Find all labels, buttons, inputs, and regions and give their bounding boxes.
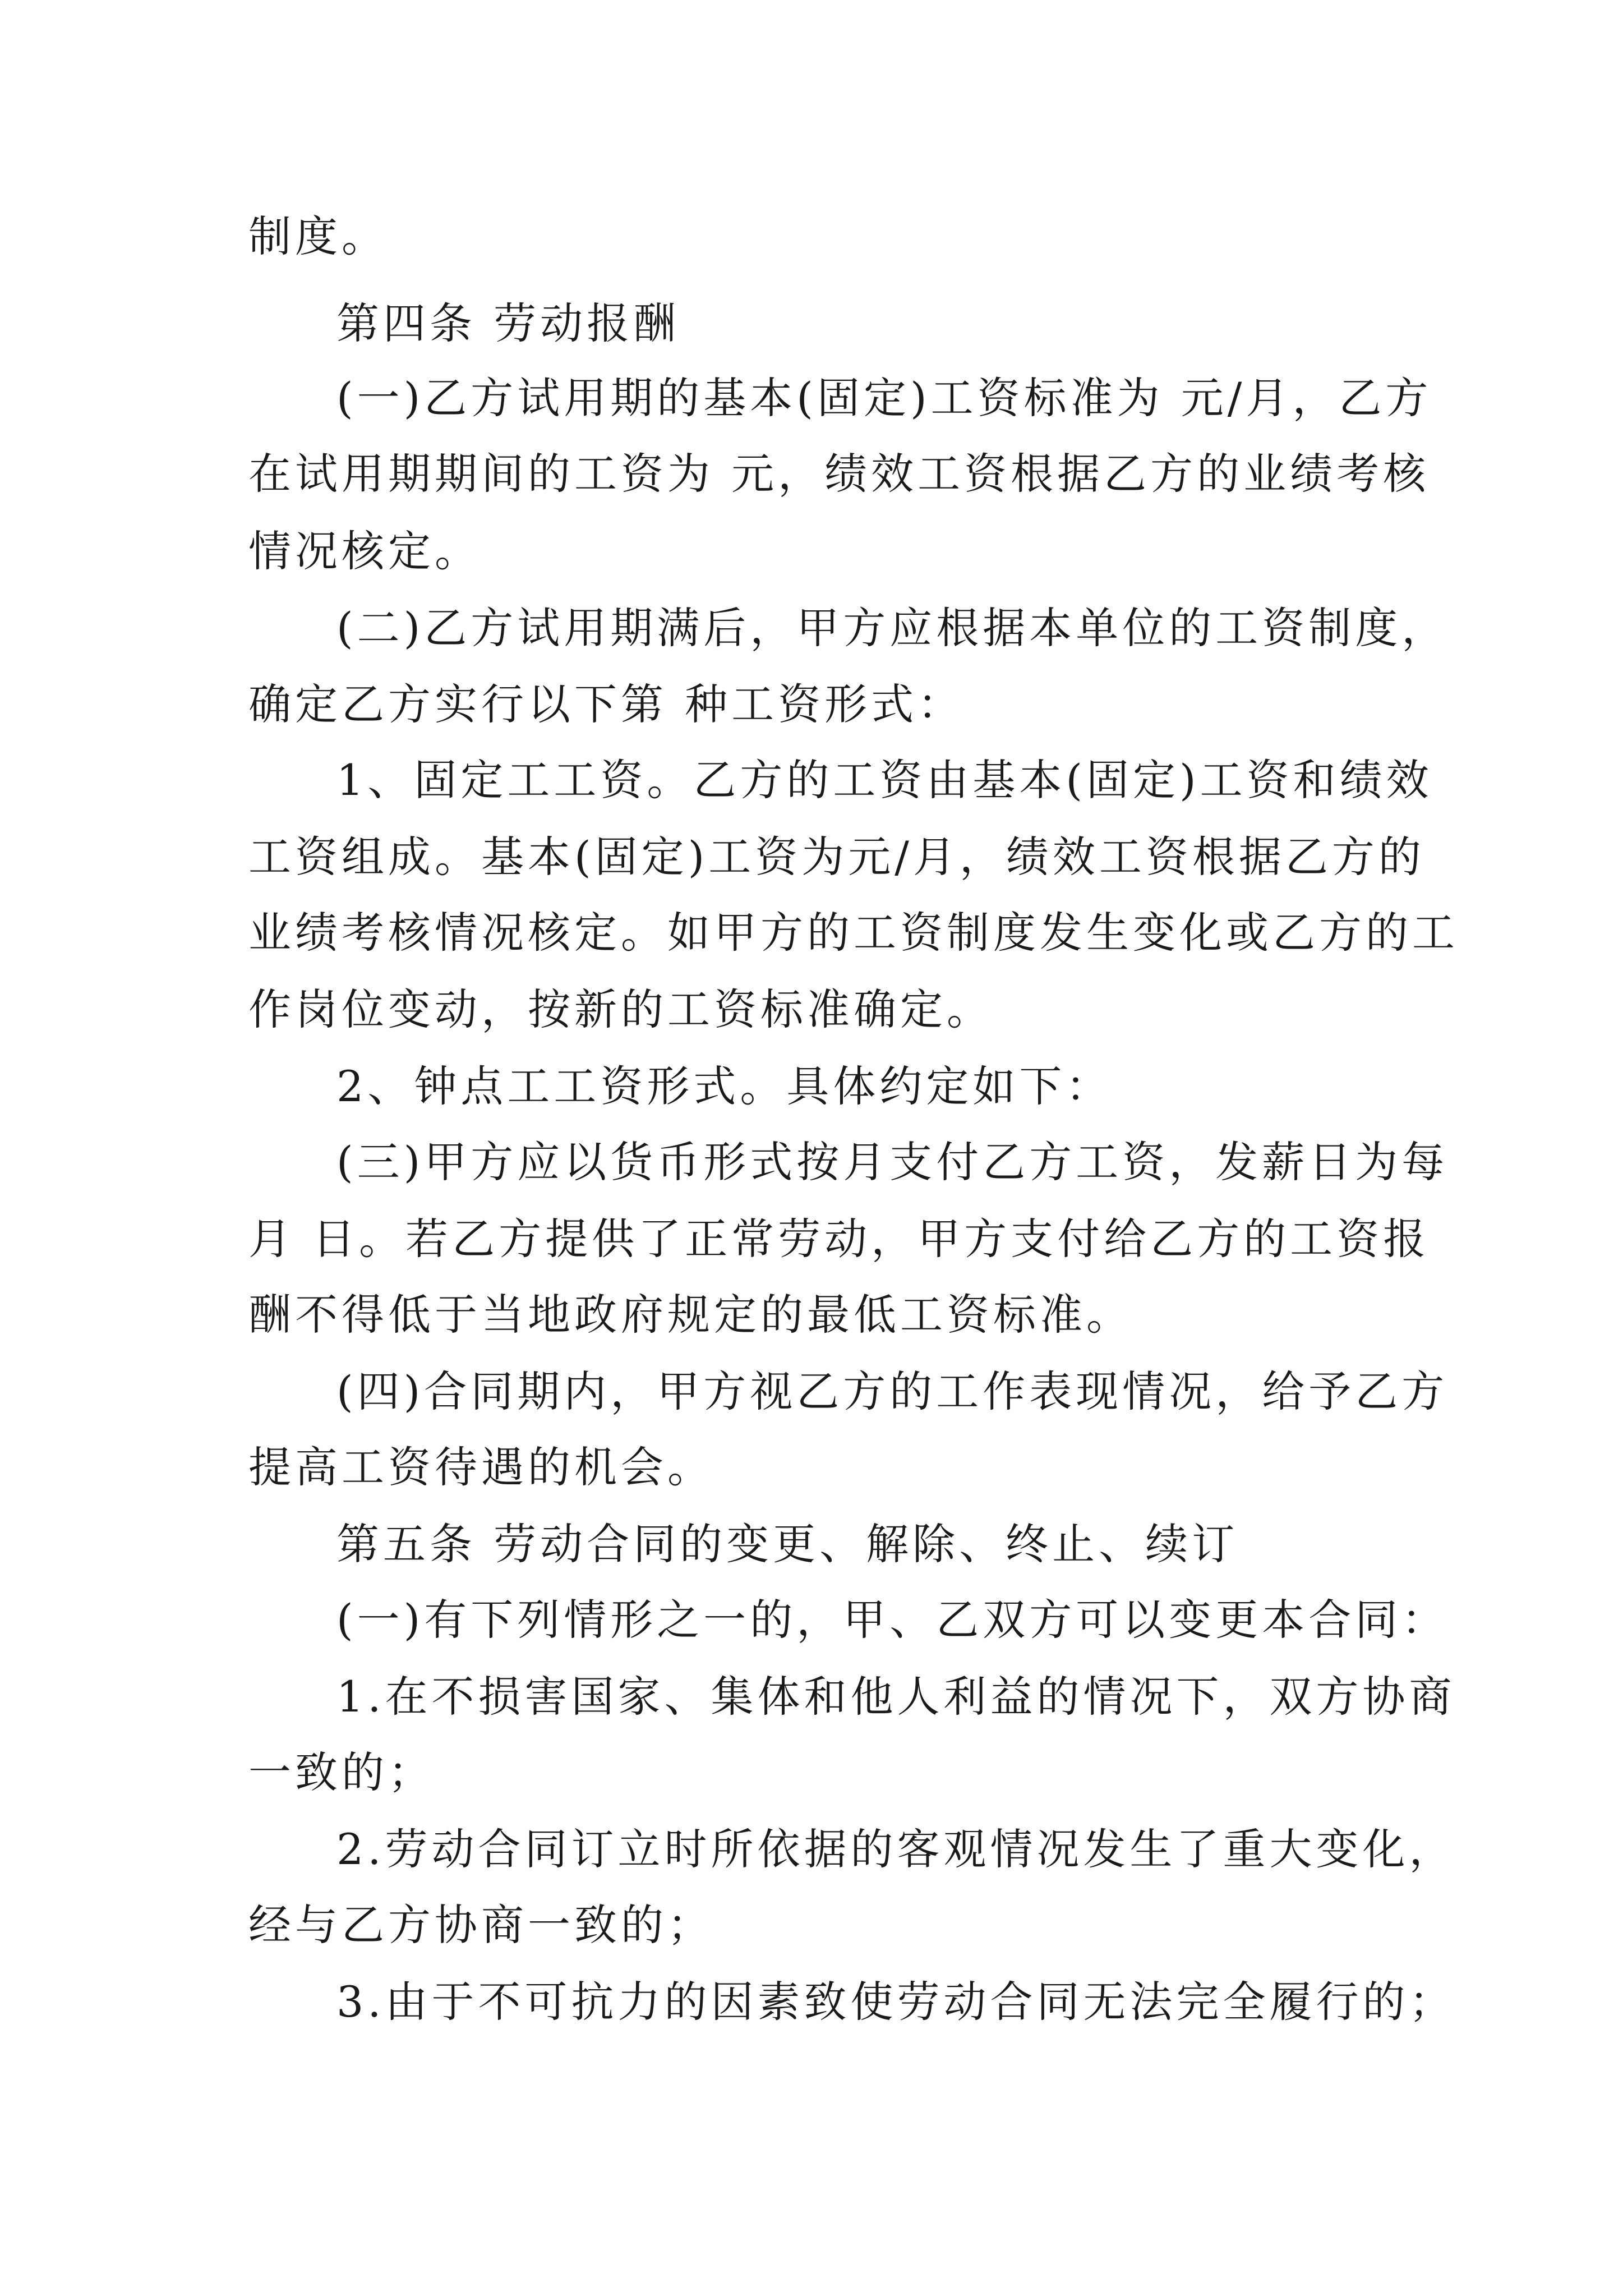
text-line: 业绩考核情况核定。如甲方的工资制度发生变化或乙方的工 (248, 908, 1459, 958)
text-line: 工资组成。基本(固定)工资为元/月，绩效工资根据乙方的 (248, 832, 1425, 882)
text-line: (一)乙方试用期的基本(固定)工资标准为 元/月，乙方 (336, 373, 1432, 423)
text-line: (一)有下列情形之一的，甲、乙双方可以变更本合同： (336, 1595, 1449, 1645)
text-line: 酬不得低于当地政府规定的最低工资标准。 (248, 1290, 1133, 1340)
text-line: 2.劳动合同订立时所依据的客观情况发生了重大变化， (336, 1824, 1456, 1874)
text-line: 一致的； (248, 1747, 435, 1797)
text-line: 情况核定。 (248, 526, 481, 576)
text-line: 3.由于不可抗力的因素致使劳动合同无法完全履行的； (336, 1977, 1456, 2027)
text-line: 在试用期期间的工资为 元，绩效工资根据乙方的业绩考核 (248, 449, 1430, 499)
text-line: 月 日。若乙方提供了正常劳动，甲方支付给乙方的工资报 (248, 1214, 1430, 1264)
text-line: 2、钟点工工资形式。具体约定如下： (336, 1061, 1113, 1111)
text-line: (三)甲方应以货币形式按月支付乙方工资，发薪日为每 (336, 1137, 1449, 1187)
text-line: 1.在不损害国家、集体和他人利益的情况下，双方协商 (336, 1672, 1456, 1722)
text-line: 作岗位变动，按新的工资标准确定。 (248, 984, 993, 1034)
text-line: 确定乙方实行以下第 种工资形式： (248, 679, 965, 729)
text-line: (四)合同期内，甲方视乙方的工作表现情况，给予乙方 (336, 1366, 1449, 1416)
section-heading: 第四条 劳动报酬 (336, 298, 680, 348)
text-line: 1、固定工工资。乙方的工资由基本(固定)工资和绩效 (336, 755, 1433, 805)
text-line: (二)乙方试用期满后，甲方应根据本单位的工资制度， (336, 603, 1449, 653)
text-line: 制度。 (248, 211, 388, 261)
text-line: 提高工资待遇的机会。 (248, 1442, 714, 1492)
text-line: 经与乙方协商一致的； (248, 1900, 714, 1950)
section-heading: 第五条 劳动合同的变更、解除、终止、续订 (336, 1519, 1239, 1569)
